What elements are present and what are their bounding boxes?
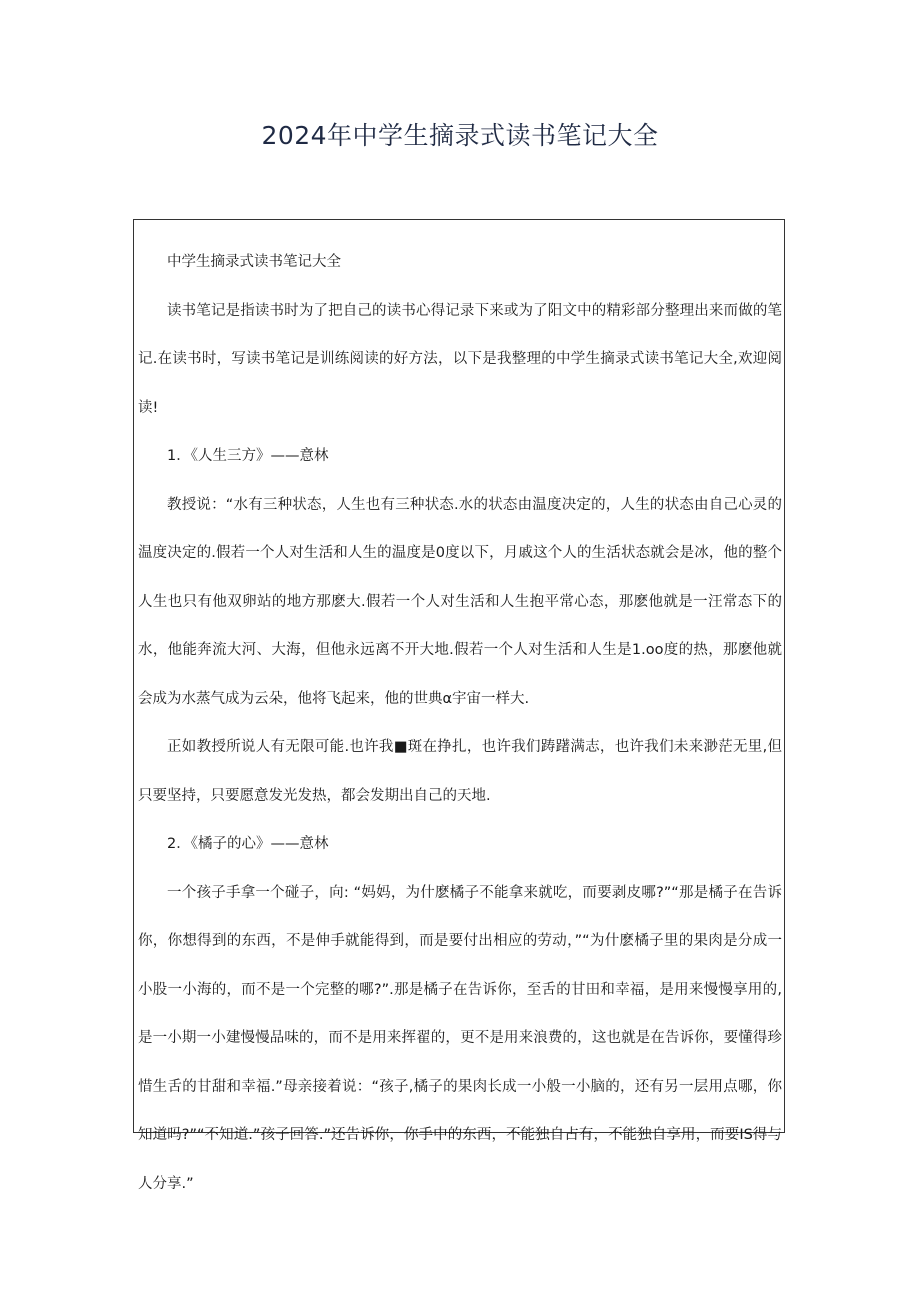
section-2-paragraph-1: 一个孩子手拿一个碰子，向: “妈妈，为什麽橘子不能拿来就吃，而要剥皮哪?”“那是橘子在告诉你，你想得到的东西，不是伸手就能得到，而是要付出相应的劳动，”“为什麽橘子里的果肉是分成一小股一小海的，而不是一个完整的哪?”.那是橘子在告诉你，至舌的甘田和幸福，是用来慢慢享用的,是一小期一小建慢慢品味的，而不是用来挥翟的，更不是用来浪费的，这也就是在告诉你，要懂得珍惜生舌的甘甜和幸福.”母亲接着说：“孩子,橘子的果肉长成一小般一小脑的，还有另一层用点哪，你知道吗?”“不知道.”孩子回答.”还告诉你，你手中的东西，不能独自占有，不能独自享用，而要IS得与人分享.” (138, 884, 782, 1192)
content-box (133, 219, 785, 1192)
document-title: 2024年中学生摘录式读书笔记大全 (261, 121, 659, 150)
intro-paragraph: 读书笔记是指读书时为了把自己的读书心得记录下来或为了阳文中的精彩部分整理出来而做的笔记.在读书时，写读书笔记是训练阅读的好方法，以下是我整理的中学生摘录式读书笔记大全,欢迎阅读! (138, 302, 782, 416)
content-body (138, 238, 782, 1208)
section-1-paragraph-2: 正如教授所说人有无限可能.也许我■斑在挣扎，也许我们踌躇满志，也许我们未来渺茫无里,但只要坚持，只要愿意发光发热，都会发期出自己的天地. (138, 739, 782, 804)
section-1-paragraph-1: 教授说：“水有三种状态，人生也有三种状态.水的状态由温度决定的，人生的状态由自己心灵的温度决定的.假若一个人对生活和人生的温度是0度以下，月戚这个人的生活状态就会是冰，他的整个人生也只有他双卵站的地方那麽大.假若一个人对生活和人生抱平常心态，那麽他就是一汪常态下的水，他能奔流大河、大海，但他永远离不开大地.假若一个人对生活和人生是1.oo度的热，那麽他就会成为水蒸气成为云朵，他将飞起来，他的世典α宇宙一样大. (138, 496, 782, 707)
subtitle-paragraph: 中学生摘录式读书笔记大全 (167, 254, 341, 270)
section-heading-1: 1．《人生三方》——意林 (167, 448, 329, 464)
section-heading-2: 2．《橘子的心》——意林 (167, 836, 329, 852)
